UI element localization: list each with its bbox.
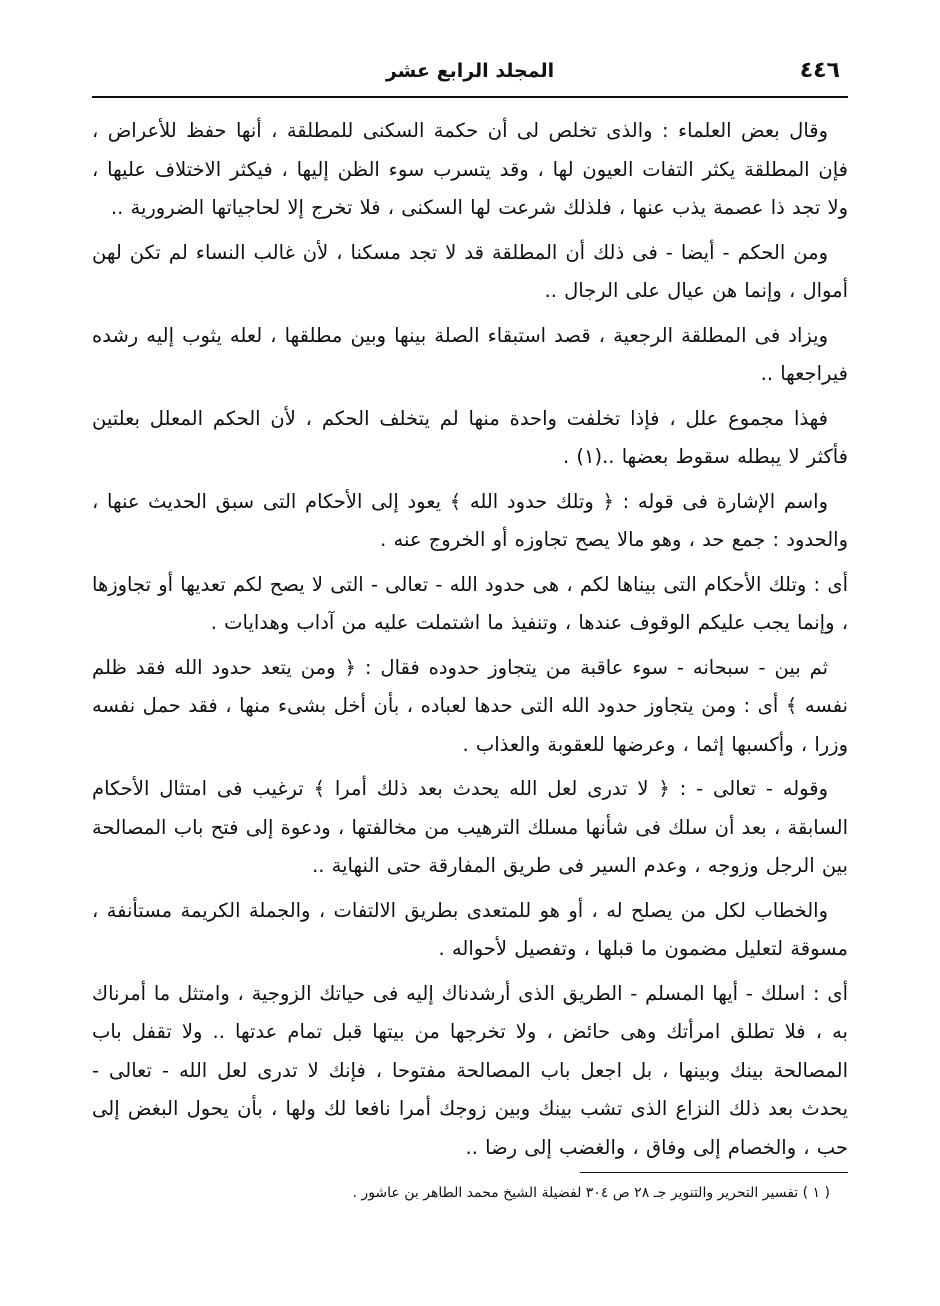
book-page <box>92 52 848 1282</box>
paragraph <box>92 112 848 228</box>
paragraph <box>92 975 848 1168</box>
paragraph <box>92 649 848 765</box>
paragraph <box>92 234 848 311</box>
header-rule <box>92 96 848 98</box>
paragraph <box>92 892 848 969</box>
paragraph-text: ويزاد فى المطلقة الرجعية ، قصد استبقاء الصلة بينها وبين مطلقها ، لعله يثوب إليه رشده فيراجعها .. <box>92 323 848 385</box>
paragraph <box>92 483 848 560</box>
running-title: المجلد الرابع عشر <box>385 60 555 82</box>
footnote-rule <box>580 1172 848 1173</box>
paragraph <box>92 400 848 477</box>
paragraph-text: ومن الحكم - أيضا - فى ذلك أن المطلقة قد لا تجد مسكنا ، لأن غالب النساء لم تكن لهن أموال ، وإنما هن عيال على الرجال .. <box>92 240 848 302</box>
paragraph-text: واسم الإشارة فى قوله : ﴿ وتلك حدود الله ﴾ يعود إلى الأحكام التى سبق الحديث عنها ، والحدود : جمع حد ، وهو مالا يصح تجاوزه أو الخروج عنه . <box>92 489 848 551</box>
page-number: ٤٤٦ <box>799 58 840 83</box>
paragraph <box>92 317 848 394</box>
body-text <box>92 112 848 1173</box>
paragraph-text: فهذا مجموع علل ، فإذا تخلفت واحدة منها لم يتخلف الحكم ، لأن الحكم المعلل بعلتين فأكثر لا يبطله سقوط بعضها ..(١) . <box>92 406 848 468</box>
paragraph-text: والخطاب لكل من يصلح له ، أو هو للمتعدى بطريق الالتفات ، والجملة الكريمة مستأنفة ، مسوقة لتعليل مضمون ما قبلها ، وتفصيل لأحواله . <box>92 898 848 960</box>
footnote: ( ١ ) تفسير التحرير والتنوير جـ ٢٨ ص ٣٠٤ لفضيلة الشيخ محمد الطاهر بن عاشور . <box>352 1185 830 1201</box>
paragraph-text: وقوله - تعالى - : ﴿ لا تدرى لعل الله يحدث بعد ذلك أمرا ﴾ ترغيب فى امتثال الأحكام السابقة ، بعد أن سلك فى شأنها مسلك الترهيب من مخالفتها ، ودعوة إلى فتح باب المصالحة بين الرجل وزوجه ، وعدم السير فى طريق المفارقة حتى النهاية .. <box>92 777 848 877</box>
paragraph-text: أى : وتلك الأحكام التى بيناها لكم ، هى حدود الله - تعالى - التى لا يصح لكم تعديها أو تجاوزها ، وإنما يجب عليكم الوقوف عندها ، وتنفيذ ما اشتملت عليه من آداب وهدايات . <box>92 572 848 634</box>
paragraph-text: وقال بعض العلماء : والذى تخلص لى أن حكمة السكنى للمطلقة ، أنها حفظ للأعراض ، فإن المطلقة يكثر التفات العيون لها ، وقد يتسرب سوء الظن إليها ، فيكثر الاختلاف عليها ، ولا تجد ذا عصمة يذب عنها ، فلذلك شرعت لها السكنى ، فلا تخرج إلا لحاجياتها الضرورية .. <box>92 119 848 219</box>
page-header <box>92 52 848 92</box>
paragraph <box>92 566 848 643</box>
paragraph-text: أى : اسلك - أيها المسلم - الطريق الذى أرشدناك إليه فى حياتك الزوجية ، وامتثل ما أمرناك به ، فلا تطلق امرأتك وهى حائض ، ولا تخرجها من بيتها قبل تمام عدتها .. ولا تقفل باب المصالحة بينك وبينها ، بل اجعل باب المصالحة مفتوحا ، فإنك لا تدرى لعل الله - تعالى - يحدث بعد ذلك النزاع الذى تشب بينك وبين زوجك أمرا نافعا لك ولها ، بأن يحول البغض إلى حب ، والخصام إلى وفاق ، والغضب إلى رضا .. <box>92 981 848 1159</box>
paragraph <box>92 770 848 886</box>
paragraph-text: ثم بين - سبحانه - سوء عاقبة من يتجاوز حدوده فقال : ﴿ ومن يتعد حدود الله فقد ظلم نفسه ﴾ أى : ومن يتجاوز حدود الله التى حدها لعباده ، بأن أخل بشىء منها ، فقد حمل نفسه وزرا ، وأكسبها إثما ، وعرضها للعقوبة والعذاب . <box>92 655 848 756</box>
